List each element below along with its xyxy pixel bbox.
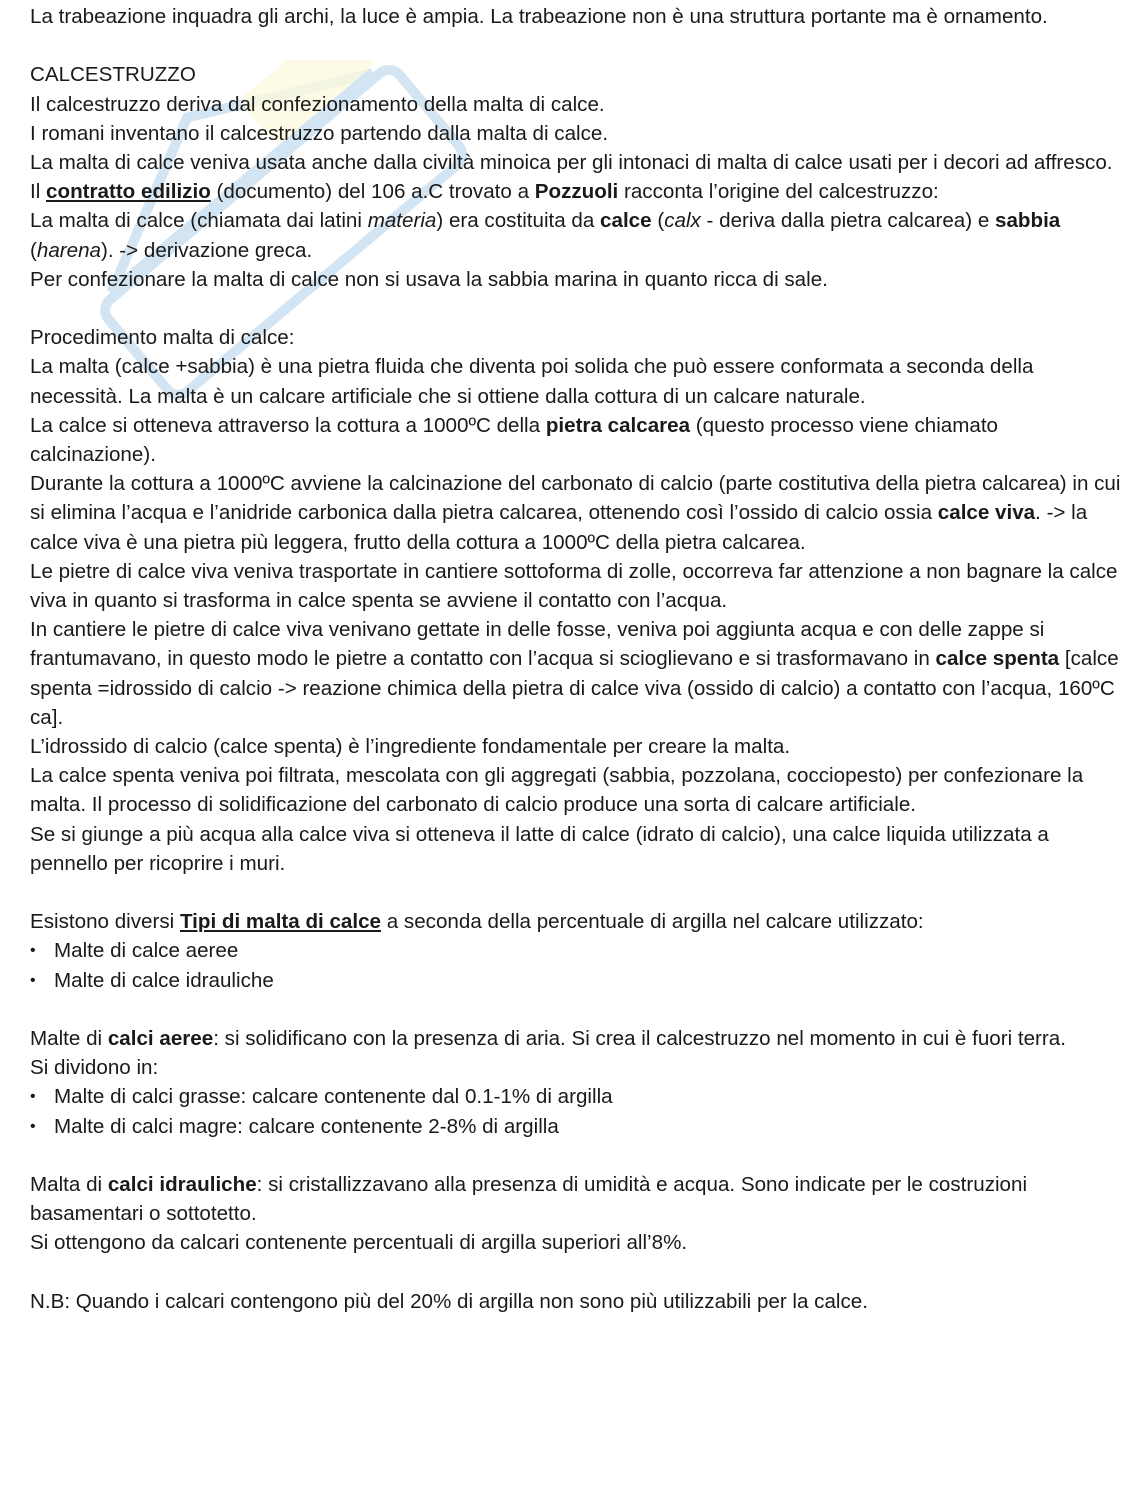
term-calce-spenta: calce spenta: [935, 647, 1060, 671]
list-item: • Malte di calci grasse: calcare contenente dal 0.1-1% di argilla: [30, 1082, 1125, 1111]
paragraph: Si ottengono da calcari contenente percentuali di argilla superiori all’8%.: [30, 1231, 688, 1255]
paragraph: Per confezionare la malta di calce non si usava la sabbia marina in quanto ricca di sale.: [30, 267, 828, 291]
list-aeree: [30, 1082, 1125, 1140]
list-item: • Malte di calce idrauliche: [30, 966, 1125, 995]
paragraph-aeree: Malte di calci aeree: si solidificano con la presenza di aria. Si crea il calcestruzzo nel momento in cui è fuori terra.: [30, 1027, 1066, 1051]
term-sabbia: sabbia: [995, 209, 1061, 233]
list-item: • Malte di calci magre: calcare contenente 2-8% di argilla: [30, 1112, 1125, 1141]
list-tipi: [30, 936, 1125, 994]
paragraph: In cantiere le pietre di calce viva venivano gettate in delle fosse, veniva poi aggiunta acqua e con delle zappe si frantumavano, in questo modo le pietre a contatto con l’acqua si scioglievano e si trasformavano in calce spenta [calce spenta =idrossido di calcio -> reazione chimica della pietra di calce viva (ossido di calcio) a contatto con l’acqua, 160ºC ca].: [30, 618, 1119, 729]
paragraph-trabeazione: La trabeazione inquadra gli archi, la luce è ampia. La trabeazione non è una struttura portante ma è ornamento.: [30, 5, 1048, 28]
paragraph: La calce spenta veniva poi filtrata, mescolata con gli aggregati (sabbia, pozzolana, cocciopesto) per confezionare la malta. Il processo di solidificazione del carbonato di calcio produce una sorta di calcare artificiale.: [30, 764, 1084, 817]
term-pietra-calcarea: pietra calcarea: [545, 413, 691, 437]
paragraph-idrauliche: Malta di calci idrauliche: si cristallizzavano alla presenza di umidità e acqua. Sono indicate per le costruzioni basamentari o sottotetto.: [30, 1173, 1028, 1226]
paragraph-nota-bene: N.B: Quando i calcari contengono più del 20% di argilla non sono più utilizzabili per la calce.: [30, 1289, 868, 1313]
paragraph: Le pietre di calce viva veniva trasportate in cantiere sottoforma di zolle, occorreva far attenzione a non bagnare la calce viva in quanto si trasforma in calce spenta se avviene il contatto con l’acqua.: [30, 559, 1118, 613]
paragraph: La calce si otteneva attraverso la cottura a 1000ºC della pietra calcarea (questo processo viene chiamato calcinazione).: [30, 413, 999, 467]
paragraph: L’idrossido di calcio (calce spenta) è l’ingrediente fondamentale per creare la malta.: [30, 735, 791, 759]
term-calci-aeree: calci aeree: [107, 1027, 214, 1051]
term-calce: calce: [600, 209, 652, 233]
term-pozzuoli: Pozzuoli: [534, 180, 619, 204]
paragraph: Durante la cottura a 1000ºC avviene la calcinazione del carbonato di calcio (parte costitutiva della pietra calcarea) in cui si elimina l’acqua e l’anidride carbonica dalla pietra calcarea, ottenendo così l’ossido di calcio ossia calce viva. -> la calce viva è una pietra più leggera, frutto della cottura a 1000ºC della pietra calcarea.: [30, 472, 1121, 554]
paragraph: La malta (calce +sabbia) è una pietra fluida che diventa poi solida che può essere conformata a seconda della necessità. La malta è un calcare artificiale che si ottiene dalla cottura di un calcare naturale.: [30, 355, 1034, 408]
paragraph: Il calcestruzzo deriva dal confezionamento della malta di calce.: [30, 92, 605, 116]
list-item: • Malte di calce aeree: [30, 936, 1125, 965]
paragraph: I romani inventano il calcestruzzo partendo dalla malta di calce.: [30, 121, 609, 145]
paragraph-composizione: La malta di calce (chiamata dai latini materia) era costituita da calce (calx - deriva dalla pietra calcarea) e sabbia (harena). -> derivazione greca.: [30, 209, 1061, 262]
term-tipi-malta: Tipi di malta di calce: [179, 910, 382, 934]
term-calci-idrauliche: calci idrauliche: [107, 1173, 257, 1197]
paragraph: Se si giunge a più acqua alla calce viva si otteneva il latte di calce (idrato di calcio), una calce liquida utilizzata a pennello per ricoprire i muri.: [30, 822, 1049, 875]
paragraph-tipi: Esistono diversi Tipi di malta di calce a seconda della percentuale di argilla nel calcare utilizzato:: [30, 910, 924, 934]
section-heading-procedimento: Procedimento malta di calce:: [30, 326, 295, 350]
document-body: [30, 2, 1125, 1316]
paragraph: La malta di calce veniva usata anche dalla civiltà minoica per gli intonaci di malta di calce usati per i decori ad affresco.: [30, 151, 1113, 174]
paragraph-contratto: Il contratto edilizio (documento) del 106 a.C trovato a Pozzuoli racconta l’origine del calcestruzzo:: [30, 180, 939, 204]
term-calce-viva: calce viva: [937, 501, 1036, 525]
section-heading-calcestruzzo: CALCESTRUZZO: [30, 63, 196, 87]
paragraph: Si dividono in:: [30, 1056, 159, 1080]
term-contratto-edilizio: contratto edilizio: [46, 180, 211, 204]
